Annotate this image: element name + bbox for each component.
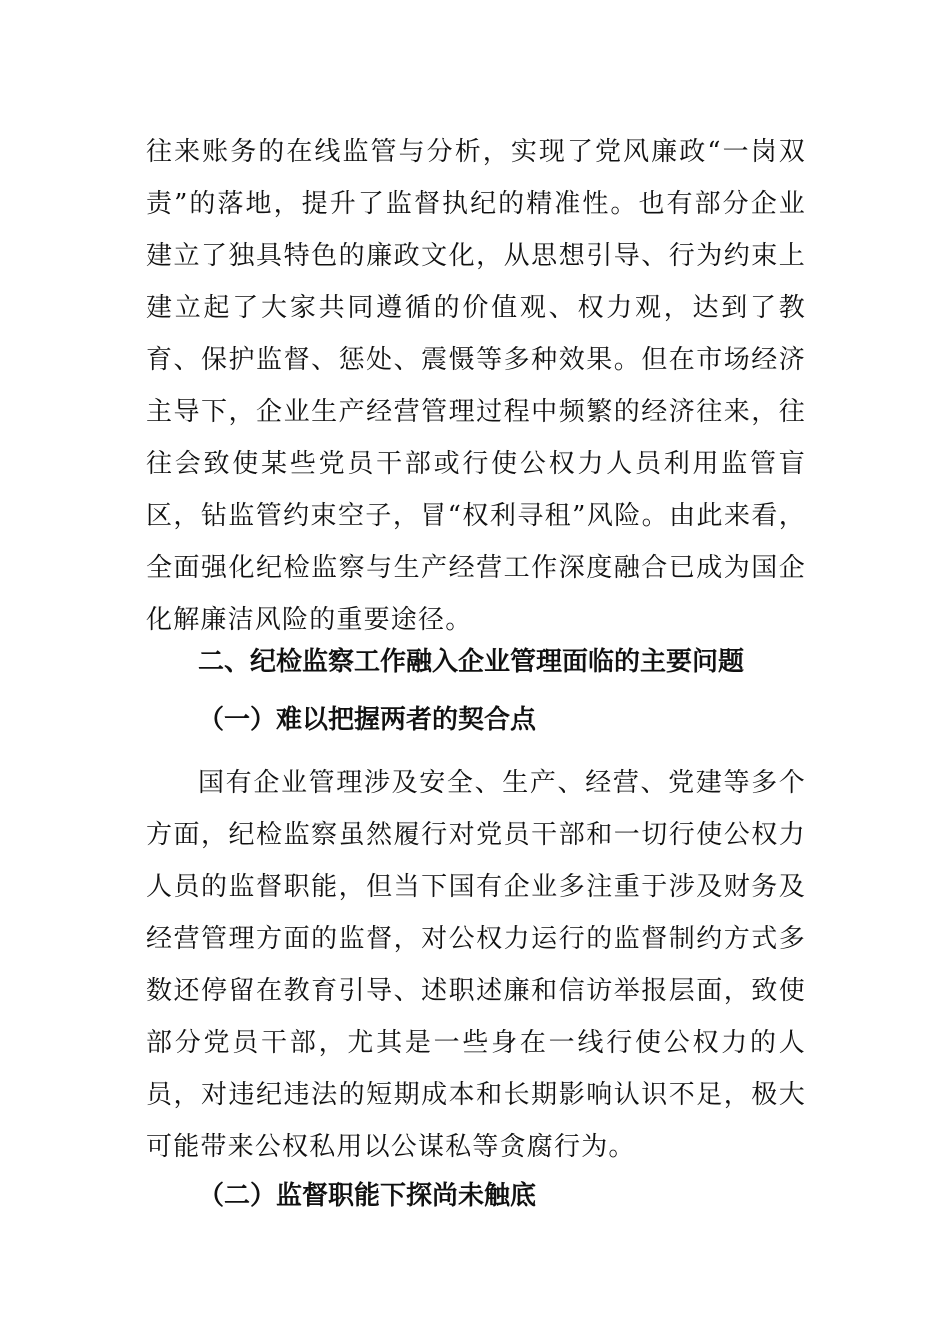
section-heading: 二、纪检监察工作融入企业管理面临的主要问题 xyxy=(198,647,745,677)
subheading: （一）难以把握两者的契合点 xyxy=(198,705,537,735)
subheading: （二）监督职能下探尚未触底 xyxy=(198,1181,537,1211)
body-paragraph: 国有企业管理涉及安全、生产、经营、党建等多个方面，纪检监察虽然履行对党员干部和一切行使公权力人员的监督职能，但当下国有企业多注重于涉及财务及经营管理方面的监督，对公权力运行的监督制约方式多数还停留在教育引导、述职述廉和信访举报层面，致使部分党员干部，尤其是一些身在一线行使公权力的人员，对违纪违法的短期成本和长期影响认识不足，极大可能带来公权私用以公谋私等贪腐行为。 xyxy=(146,768,806,1162)
body-paragraph: 往来账务的在线监管与分析，实现了党风廉政“一岗双责”的落地，提升了监督执纪的精准性。也有部分企业建立了独具特色的廉政文化，从思想引导、行为约束上建立起了大家共同遵循的价值观、权力观，达到了教育、保护监督、惩处、震慑等多种效果。但在市场经济主导下，企业生产经营管理过程中频繁的经济往来，往往会致使某些党员干部或行使公权力人员利用监管盲区，钻监管约束空子，冒“权利寻租”风险。由此来看，全面强化纪检监察与生产经营工作深度融合已成为国企化解廉洁风险的重要途径。 xyxy=(146,137,806,635)
